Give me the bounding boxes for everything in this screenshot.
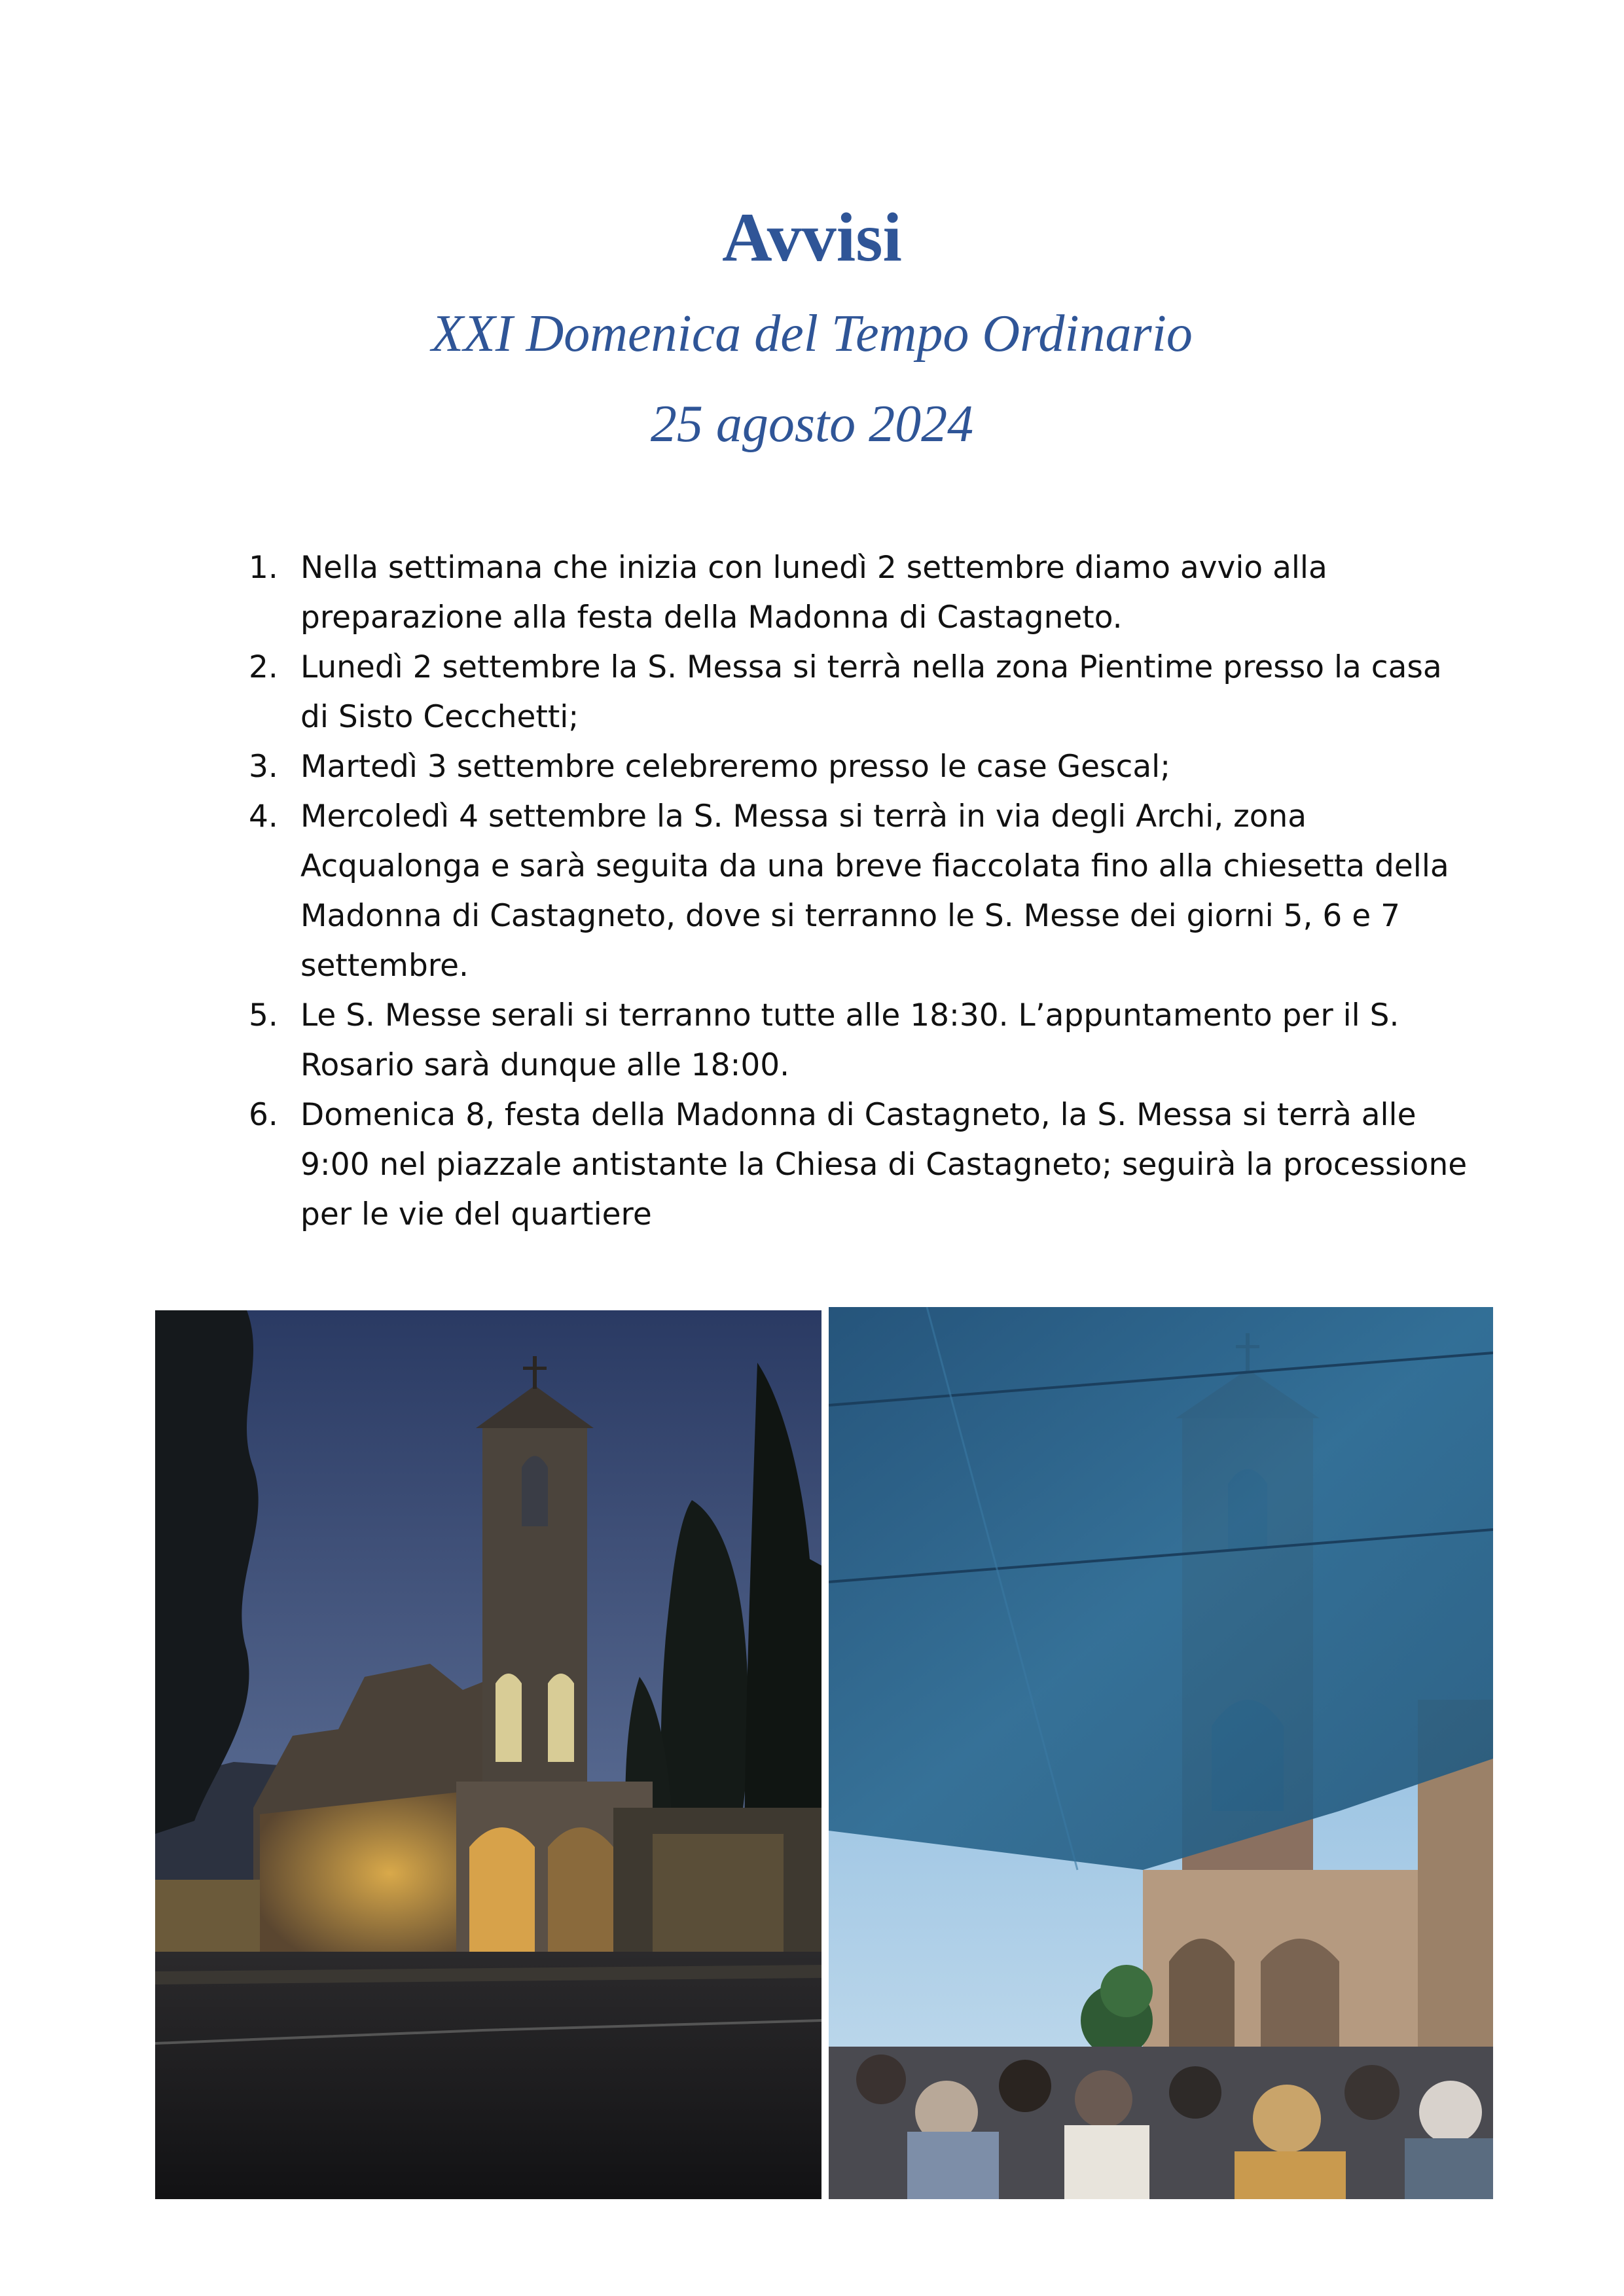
- notice-number: 4.: [249, 798, 278, 834]
- notice-text: Le S. Messe serali si terranno tutte alle 18:30. L’appuntamento per il S. Rosario sarà dunque alle 18:00.: [300, 997, 1399, 1083]
- notice-number: 6.: [249, 1097, 278, 1133]
- notice-number: 5.: [249, 997, 278, 1033]
- notice-item: [249, 792, 1473, 991]
- notice-item: [249, 1090, 1473, 1240]
- notice-item: [249, 991, 1473, 1090]
- notice-text: Mercoledì 4 settembre la S. Messa si terrà in via degli Archi, zona Acqualonga e sarà seguita da una breve fiaccolata fino alla chiesetta della Madonna di Castagneto, dove si terranno le S. Messe dei giorni 5, 6 e 7 settembre.: [300, 798, 1449, 984]
- notice-number: 3.: [249, 749, 278, 785]
- notice-text: Domenica 8, festa della Madonna di Castagneto, la S. Messa si terrà alle 9:00 nel piazzale antistante la Chiesa di Castagneto; seguirà la processione per le vie del quartiere: [300, 1097, 1468, 1232]
- notice-text: Lunedì 2 settembre la S. Messa si terrà nella zona Pientime presso la casa di Sisto Cecchetti;: [300, 649, 1442, 735]
- notice-list: [249, 543, 1473, 1240]
- outdoor-mass-photo: [829, 1307, 1493, 2199]
- notice-number: 1.: [249, 550, 278, 586]
- notice-item: [249, 543, 1473, 643]
- page-date: 25 agosto 2024: [650, 395, 974, 453]
- notice-text: Nella settimana che inizia con lunedì 2 settembre diamo avvio alla preparazione alla festa della Madonna di Castagneto.: [300, 550, 1327, 636]
- notice-item: [249, 742, 1473, 792]
- page-subtitle: XXI Domenica del Tempo Ordinario: [431, 305, 1193, 363]
- church-dusk-photo: [155, 1310, 821, 2199]
- notice-text: Martedì 3 settembre celebreremo presso le case Gescal;: [300, 749, 1171, 785]
- notice-number: 2.: [249, 649, 278, 685]
- page-title: Avvisi: [722, 199, 902, 276]
- notice-item: [249, 643, 1473, 742]
